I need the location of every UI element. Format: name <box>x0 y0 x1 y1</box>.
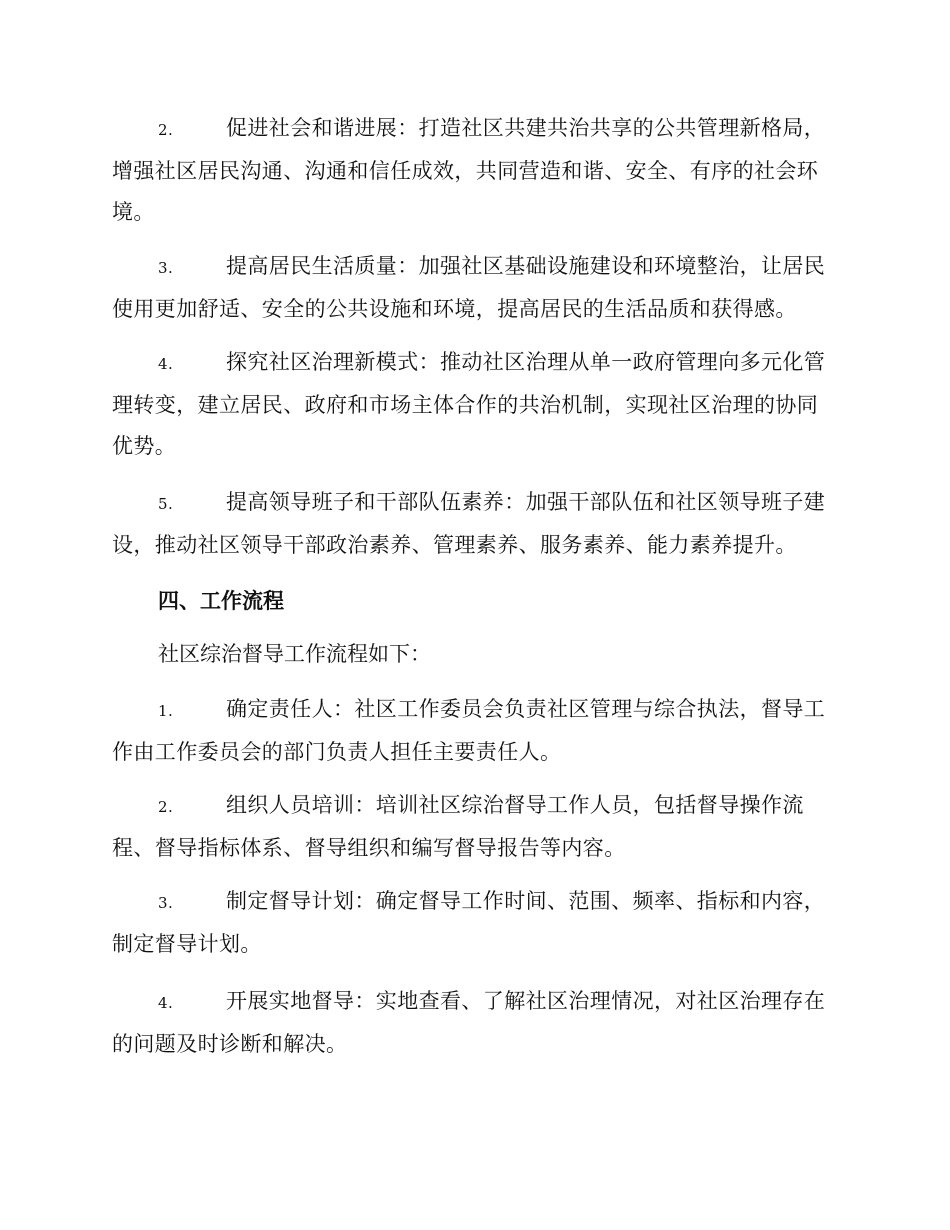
step-item-1 <box>112 689 834 773</box>
step-item-text: 开展实地督导：实地查看、了解社区治理情况，对社区治理存在的问题及时诊断和解决。 <box>112 989 826 1056</box>
goal-item-5 <box>112 482 834 566</box>
step-item-text: 组织人员培训：培训社区综治督导工作人员，包括督导操作流程、督导指标体系、督导组织和编写督导报告等内容。 <box>112 793 804 860</box>
goal-item-number: 5. <box>158 495 174 513</box>
goal-item-text: 提高领导班子和干部队伍素养：加强干部队伍和社区领导班子建设，推动社区领导干部政治素养、管理素养、服务素养、能力素养提升。 <box>112 490 826 557</box>
section-intro: 社区综治督导工作流程如下： <box>158 642 431 666</box>
step-item-number: 1. <box>158 702 174 720</box>
step-item-4 <box>112 981 834 1065</box>
step-item-text: 制定督导计划：确定督导工作时间、范围、频率、指标和内容，制定督导计划。 <box>112 889 826 956</box>
step-item-text: 确定责任人：社区工作委员会负责社区管理与综合执法，督导工作由工作委员会的部门负责人担任主要责任人。 <box>112 697 826 764</box>
step-item-number: 2. <box>158 798 174 816</box>
step-item-number: 4. <box>158 994 174 1012</box>
goal-item-number: 2. <box>158 121 174 139</box>
step-item-3 <box>112 881 834 965</box>
goal-item-text: 促进社会和谐进展：打造社区共建共治共享的公共管理新格局，增强社区居民沟通、沟通和信任成效，共同营造和谐、安全、有序的社会环境。 <box>112 116 826 224</box>
goal-item-number: 3. <box>158 259 174 277</box>
goal-item-number: 4. <box>158 355 174 373</box>
goal-item-4 <box>112 342 834 467</box>
goal-item-3 <box>112 246 834 330</box>
goal-item-text: 探究社区治理新模式：推动社区治理从单一政府管理向多元化管理转变，建立居民、政府和市场主体合作的共治机制，实现社区治理的协同优势。 <box>112 350 826 458</box>
goal-item-text: 提高居民生活质量：加强社区基础设施建设和环境整治，让居民使用更加舒适、安全的公共设施和环境，提高居民的生活品质和获得感。 <box>112 254 826 321</box>
section-heading: 四、工作流程 <box>158 588 284 613</box>
goal-item-2 <box>112 108 834 233</box>
step-item-2 <box>112 785 834 869</box>
step-item-number: 3. <box>158 894 174 912</box>
